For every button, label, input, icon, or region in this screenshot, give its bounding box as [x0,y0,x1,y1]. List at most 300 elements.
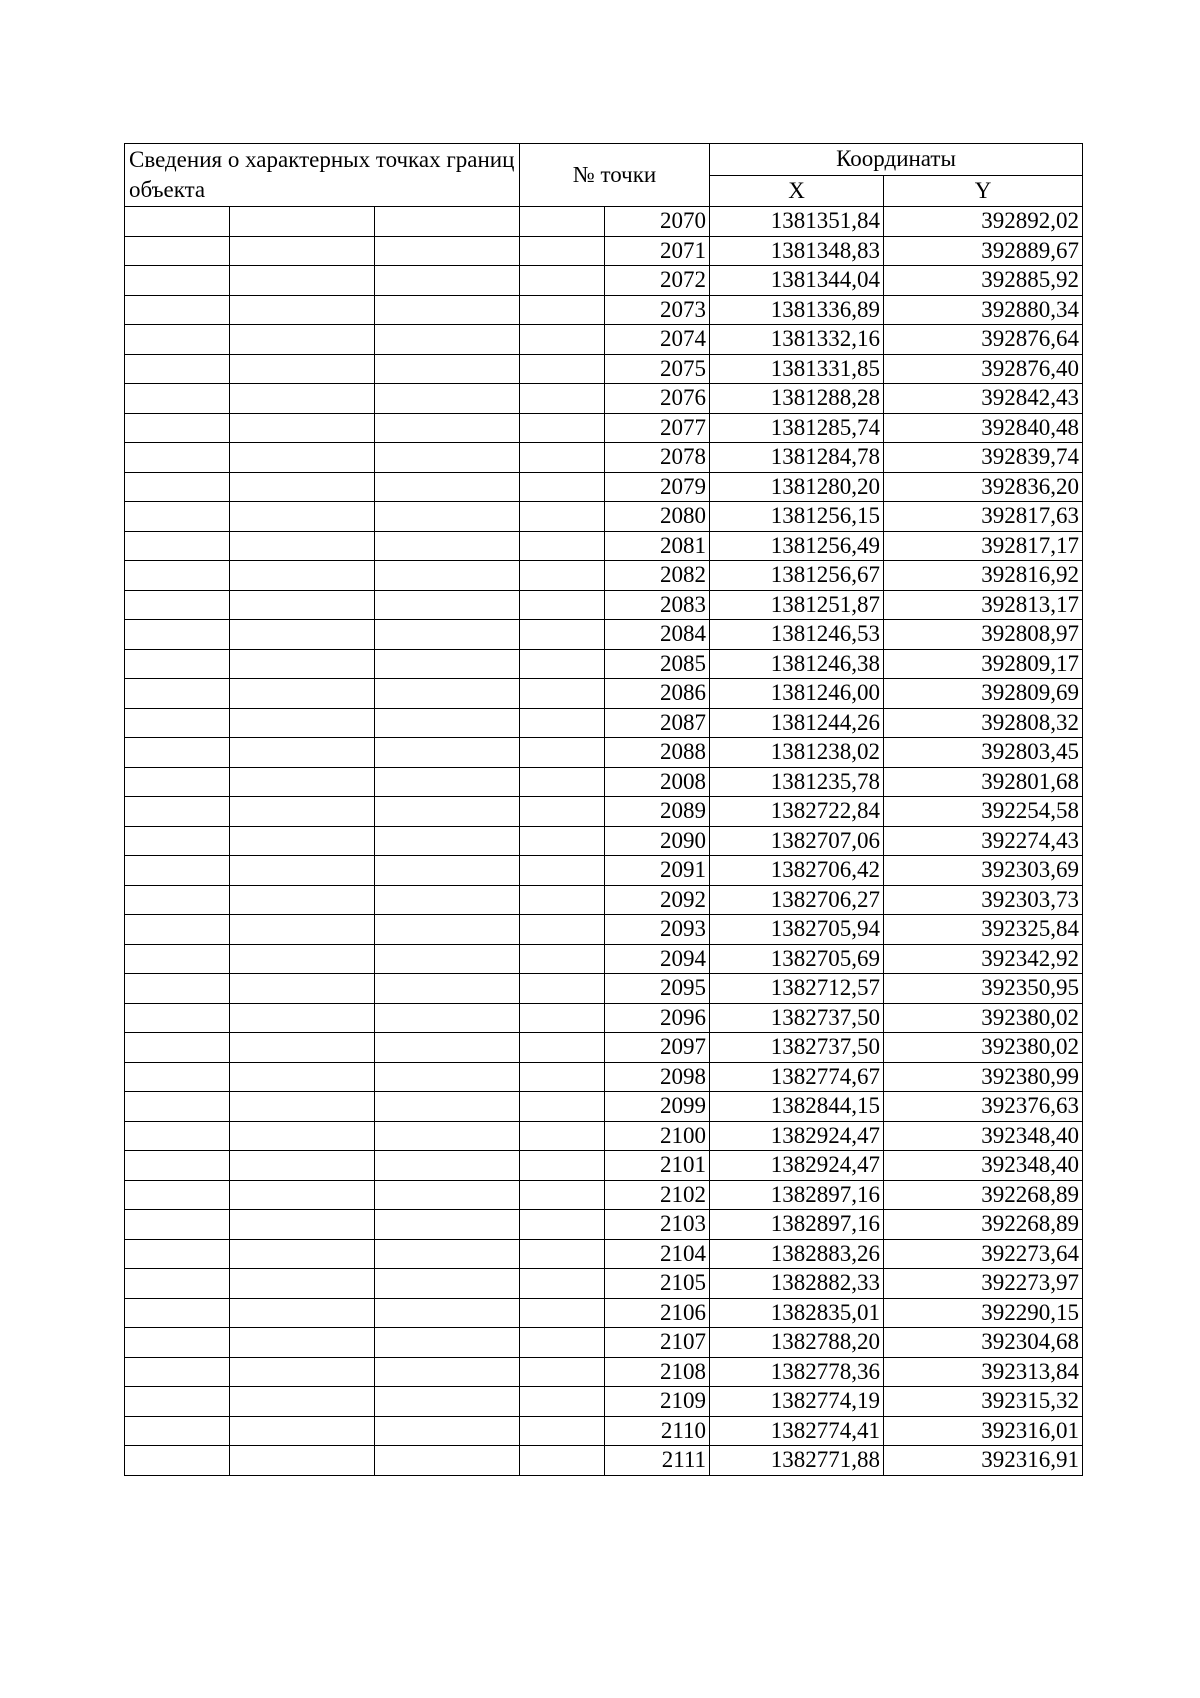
table-row [125,443,1083,473]
y-coordinate-cell: 392842,43 [884,384,1083,414]
point-number-cell: 2110 [605,1416,710,1446]
y-coordinate-cell: 392380,99 [884,1062,1083,1092]
table-row [125,797,1083,827]
empty-cell [230,1033,375,1063]
y-coordinate-cell: 392380,02 [884,1003,1083,1033]
y-coordinate-cell: 392268,89 [884,1180,1083,1210]
point-number-cell: 2095 [605,974,710,1004]
point-number-cell: 2076 [605,384,710,414]
empty-cell [230,1092,375,1122]
y-coordinate-cell: 392808,97 [884,620,1083,650]
empty-cell [375,1239,520,1269]
empty-cell [125,856,230,886]
empty-cell [230,679,375,709]
y-coordinate-cell: 392803,45 [884,738,1083,768]
empty-cell [125,974,230,1004]
table-row [125,354,1083,384]
point-number-cell: 2085 [605,649,710,679]
x-coordinate-cell: 1381351,84 [710,207,884,237]
empty-cell [520,384,605,414]
x-coordinate-cell: 1382835,01 [710,1298,884,1328]
y-coordinate-cell: 392808,32 [884,708,1083,738]
y-coordinate-cell: 392840,48 [884,413,1083,443]
empty-cell [520,413,605,443]
empty-cell [125,413,230,443]
y-coordinate-cell: 392274,43 [884,826,1083,856]
empty-cell [125,295,230,325]
header-x: X [710,175,884,207]
empty-cell [125,354,230,384]
empty-cell [375,1210,520,1240]
point-number-cell: 2109 [605,1387,710,1417]
y-coordinate-cell: 392801,68 [884,767,1083,797]
x-coordinate-cell: 1382712,57 [710,974,884,1004]
y-coordinate-cell: 392813,17 [884,590,1083,620]
empty-cell [375,797,520,827]
empty-cell [230,797,375,827]
empty-cell [520,531,605,561]
empty-cell [520,472,605,502]
empty-cell [230,708,375,738]
empty-cell [375,266,520,296]
x-coordinate-cell: 1381348,83 [710,236,884,266]
point-number-cell: 2086 [605,679,710,709]
x-coordinate-cell: 1381246,53 [710,620,884,650]
y-coordinate-cell: 392303,73 [884,885,1083,915]
x-coordinate-cell: 1381332,16 [710,325,884,355]
empty-cell [230,325,375,355]
empty-cell [230,738,375,768]
point-number-cell: 2102 [605,1180,710,1210]
empty-cell [125,590,230,620]
y-coordinate-cell: 392273,64 [884,1239,1083,1269]
header-y: Y [884,175,1083,207]
empty-cell [520,354,605,384]
table-row [125,915,1083,945]
x-coordinate-cell: 1382844,15 [710,1092,884,1122]
empty-cell [125,443,230,473]
x-coordinate-cell: 1382897,16 [710,1210,884,1240]
table-row [125,767,1083,797]
empty-cell [125,620,230,650]
table-row [125,1239,1083,1269]
x-coordinate-cell: 1382774,19 [710,1387,884,1417]
empty-cell [375,561,520,591]
x-coordinate-cell: 1382771,88 [710,1446,884,1476]
empty-cell [125,944,230,974]
empty-cell [375,708,520,738]
empty-cell [520,974,605,1004]
empty-cell [125,236,230,266]
empty-cell [125,915,230,945]
empty-cell [230,767,375,797]
y-coordinate-cell: 392304,68 [884,1328,1083,1358]
empty-cell [125,708,230,738]
empty-cell [230,354,375,384]
table-row [125,1003,1083,1033]
point-number-cell: 2089 [605,797,710,827]
table-row [125,1387,1083,1417]
empty-cell [520,1092,605,1122]
table-row [125,1446,1083,1476]
point-number-cell: 2091 [605,856,710,886]
empty-cell [520,679,605,709]
y-coordinate-cell: 392880,34 [884,295,1083,325]
table-row [125,1151,1083,1181]
empty-cell [230,1387,375,1417]
empty-cell [520,236,605,266]
empty-cell [125,1298,230,1328]
coordinates-table [124,143,1083,1476]
empty-cell [125,1269,230,1299]
x-coordinate-cell: 1382883,26 [710,1239,884,1269]
empty-cell [520,502,605,532]
point-number-cell: 2108 [605,1357,710,1387]
empty-cell [125,767,230,797]
point-number-cell: 2072 [605,266,710,296]
point-number-cell: 2083 [605,590,710,620]
table-row [125,1062,1083,1092]
y-coordinate-cell: 392817,17 [884,531,1083,561]
empty-cell [520,325,605,355]
point-number-cell: 2082 [605,561,710,591]
empty-cell [520,1416,605,1446]
x-coordinate-cell: 1381344,04 [710,266,884,296]
x-coordinate-cell: 1381285,74 [710,413,884,443]
empty-cell [520,620,605,650]
point-number-cell: 2074 [605,325,710,355]
empty-cell [375,1446,520,1476]
point-number-cell: 2105 [605,1269,710,1299]
empty-cell [520,1121,605,1151]
x-coordinate-cell: 1382737,50 [710,1033,884,1063]
empty-cell [375,620,520,650]
empty-cell [375,974,520,1004]
empty-cell [125,531,230,561]
table-row [125,384,1083,414]
empty-cell [520,1210,605,1240]
x-coordinate-cell: 1381336,89 [710,295,884,325]
table-row [125,1210,1083,1240]
empty-cell [125,1180,230,1210]
empty-cell [375,295,520,325]
empty-cell [125,1446,230,1476]
empty-cell [230,1003,375,1033]
x-coordinate-cell: 1382707,06 [710,826,884,856]
empty-cell [125,561,230,591]
empty-cell [230,207,375,237]
empty-cell [520,915,605,945]
point-number-cell: 2101 [605,1151,710,1181]
empty-cell [375,384,520,414]
empty-cell [125,325,230,355]
table-row [125,826,1083,856]
empty-cell [520,1033,605,1063]
y-coordinate-cell: 392316,91 [884,1446,1083,1476]
empty-cell [230,413,375,443]
table-row [125,974,1083,1004]
empty-cell [230,1328,375,1358]
empty-cell [520,885,605,915]
empty-cell [375,1357,520,1387]
point-number-cell: 2081 [605,531,710,561]
y-coordinate-cell: 392325,84 [884,915,1083,945]
empty-cell [230,1416,375,1446]
empty-cell [125,1239,230,1269]
header-info: Сведения о характерных точках границ объекта [125,144,520,207]
point-number-cell: 2080 [605,502,710,532]
empty-cell [520,649,605,679]
point-number-cell: 2100 [605,1121,710,1151]
point-number-cell: 2070 [605,207,710,237]
empty-cell [375,767,520,797]
empty-cell [375,1180,520,1210]
table-row [125,1180,1083,1210]
empty-cell [520,1062,605,1092]
empty-cell [230,561,375,591]
empty-cell [520,1328,605,1358]
y-coordinate-cell: 392254,58 [884,797,1083,827]
empty-cell [375,207,520,237]
empty-cell [375,590,520,620]
empty-cell [230,885,375,915]
empty-cell [520,708,605,738]
empty-cell [520,767,605,797]
empty-cell [520,1180,605,1210]
table-row [125,502,1083,532]
empty-cell [230,472,375,502]
empty-cell [230,531,375,561]
empty-cell [375,1033,520,1063]
point-number-cell: 2087 [605,708,710,738]
empty-cell [520,1357,605,1387]
empty-cell [520,1298,605,1328]
y-coordinate-cell: 392876,40 [884,354,1083,384]
y-coordinate-cell: 392889,67 [884,236,1083,266]
x-coordinate-cell: 1381256,15 [710,502,884,532]
x-coordinate-cell: 1382706,27 [710,885,884,915]
empty-cell [125,738,230,768]
y-coordinate-cell: 392380,02 [884,1033,1083,1063]
empty-cell [375,856,520,886]
empty-cell [520,266,605,296]
table-row [125,561,1083,591]
empty-cell [230,915,375,945]
empty-cell [125,797,230,827]
x-coordinate-cell: 1382722,84 [710,797,884,827]
y-coordinate-cell: 392290,15 [884,1298,1083,1328]
empty-cell [125,1092,230,1122]
empty-cell [125,384,230,414]
empty-cell [520,443,605,473]
empty-cell [125,1062,230,1092]
empty-cell [125,1151,230,1181]
point-number-cell: 2092 [605,885,710,915]
empty-cell [125,679,230,709]
y-coordinate-cell: 392315,32 [884,1387,1083,1417]
empty-cell [375,649,520,679]
empty-cell [230,502,375,532]
table-row [125,207,1083,237]
empty-cell [375,443,520,473]
y-coordinate-cell: 392273,97 [884,1269,1083,1299]
empty-cell [375,1062,520,1092]
empty-cell [125,1121,230,1151]
empty-cell [520,207,605,237]
y-coordinate-cell: 392876,64 [884,325,1083,355]
point-number-cell: 2090 [605,826,710,856]
table-row [125,649,1083,679]
x-coordinate-cell: 1382706,42 [710,856,884,886]
table-row [125,856,1083,886]
x-coordinate-cell: 1381331,85 [710,354,884,384]
point-number-cell: 2093 [605,915,710,945]
table-row [125,944,1083,974]
x-coordinate-cell: 1382924,47 [710,1151,884,1181]
x-coordinate-cell: 1381256,49 [710,531,884,561]
y-coordinate-cell: 392342,92 [884,944,1083,974]
empty-cell [230,443,375,473]
empty-cell [125,1033,230,1063]
point-number-cell: 2079 [605,472,710,502]
empty-cell [230,649,375,679]
empty-cell [375,1387,520,1417]
y-coordinate-cell: 392817,63 [884,502,1083,532]
point-number-cell: 2084 [605,620,710,650]
x-coordinate-cell: 1381288,28 [710,384,884,414]
empty-cell [230,1210,375,1240]
x-coordinate-cell: 1381238,02 [710,738,884,768]
empty-cell [520,797,605,827]
x-coordinate-cell: 1381256,67 [710,561,884,591]
table-row [125,1298,1083,1328]
x-coordinate-cell: 1381246,38 [710,649,884,679]
x-coordinate-cell: 1382897,16 [710,1180,884,1210]
empty-cell [125,472,230,502]
empty-cell [230,944,375,974]
empty-cell [375,1151,520,1181]
point-number-cell: 2088 [605,738,710,768]
table-row [125,1357,1083,1387]
empty-cell [375,1269,520,1299]
x-coordinate-cell: 1381251,87 [710,590,884,620]
table-row [125,738,1083,768]
point-number-cell: 2077 [605,413,710,443]
empty-cell [230,620,375,650]
empty-cell [125,649,230,679]
empty-cell [375,531,520,561]
empty-cell [520,1269,605,1299]
table-row [125,590,1083,620]
empty-cell [230,826,375,856]
empty-cell [520,295,605,325]
point-number-cell: 2075 [605,354,710,384]
y-coordinate-cell: 392303,69 [884,856,1083,886]
x-coordinate-cell: 1381246,00 [710,679,884,709]
table-row [125,325,1083,355]
table-row [125,620,1083,650]
y-coordinate-cell: 392836,20 [884,472,1083,502]
table-row [125,472,1083,502]
x-coordinate-cell: 1381284,78 [710,443,884,473]
empty-cell [520,738,605,768]
empty-cell [230,1151,375,1181]
empty-cell [230,295,375,325]
empty-cell [230,1298,375,1328]
point-number-cell: 2097 [605,1033,710,1063]
empty-cell [230,266,375,296]
empty-cell [375,826,520,856]
x-coordinate-cell: 1382788,20 [710,1328,884,1358]
point-number-cell: 2103 [605,1210,710,1240]
empty-cell [375,679,520,709]
empty-cell [230,1062,375,1092]
header-coordinates: Координаты [710,144,1083,176]
empty-cell [230,1180,375,1210]
empty-cell [125,1387,230,1417]
y-coordinate-cell: 392268,89 [884,1210,1083,1240]
empty-cell [125,266,230,296]
empty-cell [520,1239,605,1269]
table-row [125,1121,1083,1151]
empty-cell [230,856,375,886]
y-coordinate-cell: 392348,40 [884,1151,1083,1181]
empty-cell [125,1416,230,1446]
empty-cell [520,1003,605,1033]
empty-cell [125,1003,230,1033]
empty-cell [375,236,520,266]
table-row [125,1092,1083,1122]
y-coordinate-cell: 392350,95 [884,974,1083,1004]
y-coordinate-cell: 392809,17 [884,649,1083,679]
point-number-cell: 2073 [605,295,710,325]
table-row [125,531,1083,561]
point-number-cell: 2106 [605,1298,710,1328]
empty-cell [125,826,230,856]
table-row [125,708,1083,738]
x-coordinate-cell: 1382774,41 [710,1416,884,1446]
x-coordinate-cell: 1381235,78 [710,767,884,797]
empty-cell [125,1357,230,1387]
empty-cell [125,1328,230,1358]
point-number-cell: 2071 [605,236,710,266]
y-coordinate-cell: 392376,63 [884,1092,1083,1122]
y-coordinate-cell: 392885,92 [884,266,1083,296]
point-number-cell: 2008 [605,767,710,797]
empty-cell [520,561,605,591]
empty-cell [375,944,520,974]
empty-cell [375,1416,520,1446]
empty-cell [230,1269,375,1299]
table-row [125,295,1083,325]
empty-cell [125,885,230,915]
y-coordinate-cell: 392892,02 [884,207,1083,237]
header-point-no: № точки [520,144,710,207]
empty-cell [230,1446,375,1476]
x-coordinate-cell: 1382705,94 [710,915,884,945]
empty-cell [230,384,375,414]
x-coordinate-cell: 1382924,47 [710,1121,884,1151]
y-coordinate-cell: 392809,69 [884,679,1083,709]
y-coordinate-cell: 392839,74 [884,443,1083,473]
empty-cell [520,826,605,856]
empty-cell [125,207,230,237]
empty-cell [375,354,520,384]
empty-cell [375,1121,520,1151]
table-row [125,266,1083,296]
empty-cell [375,1003,520,1033]
empty-cell [375,1092,520,1122]
